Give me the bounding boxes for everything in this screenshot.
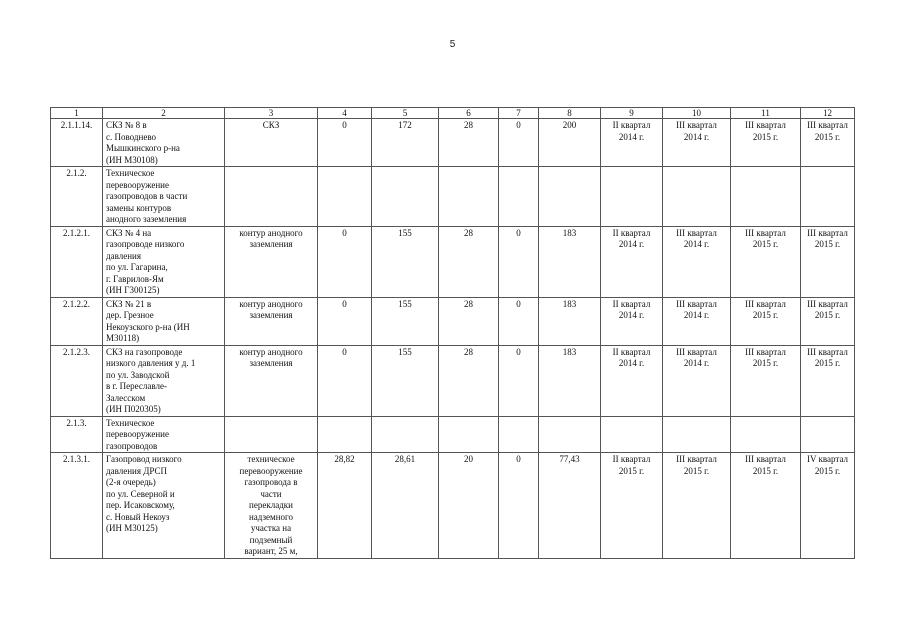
cell-col12: III квартал 2015 г. xyxy=(801,345,855,416)
cell-col8: 183 xyxy=(539,226,601,297)
table-row xyxy=(51,226,855,297)
cell-col9: II квартал 2014 г. xyxy=(601,119,663,167)
cell-col10: III квартал 2015 г. xyxy=(663,453,731,559)
cell-col11: III квартал 2015 г. xyxy=(731,297,801,345)
cell-code: 2.1.2.3. xyxy=(51,345,103,416)
cell-col4 xyxy=(318,416,372,453)
column-header: 12 xyxy=(801,108,855,119)
page-number: 5 xyxy=(449,39,456,50)
column-header: 6 xyxy=(439,108,499,119)
cell-col7: 0 xyxy=(499,119,539,167)
cell-col12 xyxy=(801,167,855,227)
cell-type xyxy=(225,167,318,227)
cell-code: 2.1.1.14. xyxy=(51,119,103,167)
cell-col7: 0 xyxy=(499,345,539,416)
cell-col10: III квартал 2014 г. xyxy=(663,226,731,297)
table-row xyxy=(51,167,855,227)
cell-name: СКЗ № 8 в с. Поводнево Мышкинского р-на (ИН М30108) xyxy=(103,119,225,167)
cell-col10 xyxy=(663,167,731,227)
cell-col12: III квартал 2015 г. xyxy=(801,119,855,167)
table-row xyxy=(51,297,855,345)
cell-col9: II квартал 2014 г. xyxy=(601,226,663,297)
cell-col8 xyxy=(539,416,601,453)
cell-col4 xyxy=(318,167,372,227)
cell-col7 xyxy=(499,167,539,227)
cell-type: техническое перевооружение газопровода в части перекладки надземного участка на подземный вариант, 25 м, xyxy=(225,453,318,559)
column-header: 11 xyxy=(731,108,801,119)
cell-name: СКЗ № 21 в дер. Грезное Некоузского р-на (ИН М30118) xyxy=(103,297,225,345)
column-header: 2 xyxy=(103,108,225,119)
cell-type xyxy=(225,416,318,453)
cell-code: 2.1.2.1. xyxy=(51,226,103,297)
cell-col11 xyxy=(731,416,801,453)
table-body xyxy=(51,119,855,559)
cell-col11: III квартал 2015 г. xyxy=(731,226,801,297)
data-table xyxy=(50,107,855,559)
cell-name: Газопровод низкого давления ДРСП (2-я очередь) по ул. Северной и пер. Исаковскому, с. Новый Некоуз (ИН М30125) xyxy=(103,453,225,559)
cell-col7: 0 xyxy=(499,297,539,345)
cell-type: контур анодного заземления xyxy=(225,297,318,345)
cell-col10 xyxy=(663,416,731,453)
cell-code: 2.1.3.1. xyxy=(51,453,103,559)
cell-col5: 155 xyxy=(372,297,439,345)
cell-col4: 0 xyxy=(318,119,372,167)
cell-col10: III квартал 2014 г. xyxy=(663,297,731,345)
cell-code: 2.1.2. xyxy=(51,167,103,227)
cell-col9: II квартал 2014 г. xyxy=(601,297,663,345)
cell-type: СКЗ xyxy=(225,119,318,167)
cell-name: СКЗ на газопроводе низкого давления у д. 1 по ул. Заводской в г. Переславле- Залесском (ИН П020305) xyxy=(103,345,225,416)
column-header: 7 xyxy=(499,108,539,119)
cell-col4: 0 xyxy=(318,297,372,345)
cell-type: контур анодного заземления xyxy=(225,226,318,297)
table-header xyxy=(51,108,855,119)
cell-col12 xyxy=(801,416,855,453)
column-header: 9 xyxy=(601,108,663,119)
cell-name: СКЗ № 4 на газопроводе низкого давления по ул. Гагарина, г. Гаврилов-Ям (ИН Г300125) xyxy=(103,226,225,297)
cell-name: Техническое перевооружение газопроводов xyxy=(103,416,225,453)
cell-col6: 20 xyxy=(439,453,499,559)
cell-col5: 28,61 xyxy=(372,453,439,559)
cell-name: Техническое перевооружение газопроводов в части замены контуров анодного заземления xyxy=(103,167,225,227)
cell-type: контур анодного заземления xyxy=(225,345,318,416)
cell-col12: IV квартал 2015 г. xyxy=(801,453,855,559)
cell-col8: 200 xyxy=(539,119,601,167)
cell-col5: 155 xyxy=(372,345,439,416)
cell-col4: 28,82 xyxy=(318,453,372,559)
cell-col6: 28 xyxy=(439,297,499,345)
column-header: 8 xyxy=(539,108,601,119)
cell-col11: III квартал 2015 г. xyxy=(731,119,801,167)
column-header: 1 xyxy=(51,108,103,119)
cell-col9: II квартал 2015 г. xyxy=(601,453,663,559)
cell-col8 xyxy=(539,167,601,227)
cell-col7 xyxy=(499,416,539,453)
cell-col10: III квартал 2014 г. xyxy=(663,119,731,167)
cell-col9 xyxy=(601,167,663,227)
cell-col9: II квартал 2014 г. xyxy=(601,345,663,416)
cell-col8: 183 xyxy=(539,297,601,345)
column-header: 5 xyxy=(372,108,439,119)
cell-col8: 77,43 xyxy=(539,453,601,559)
cell-col4: 0 xyxy=(318,345,372,416)
cell-col6 xyxy=(439,416,499,453)
cell-code: 2.1.2.2. xyxy=(51,297,103,345)
cell-col5 xyxy=(372,416,439,453)
header-row xyxy=(51,108,855,119)
cell-col5 xyxy=(372,167,439,227)
cell-col6: 28 xyxy=(439,345,499,416)
table-row xyxy=(51,119,855,167)
cell-col7: 0 xyxy=(499,453,539,559)
cell-col10: III квартал 2014 г. xyxy=(663,345,731,416)
table-row xyxy=(51,453,855,559)
cell-col11: III квартал 2015 г. xyxy=(731,345,801,416)
cell-col4: 0 xyxy=(318,226,372,297)
cell-col5: 155 xyxy=(372,226,439,297)
cell-col11: III квартал 2015 г. xyxy=(731,453,801,559)
cell-col6: 28 xyxy=(439,119,499,167)
column-header: 4 xyxy=(318,108,372,119)
cell-col12: III квартал 2015 г. xyxy=(801,297,855,345)
cell-col9 xyxy=(601,416,663,453)
cell-col8: 183 xyxy=(539,345,601,416)
table-row xyxy=(51,416,855,453)
cell-col6 xyxy=(439,167,499,227)
cell-col7: 0 xyxy=(499,226,539,297)
column-header: 10 xyxy=(663,108,731,119)
cell-col6: 28 xyxy=(439,226,499,297)
cell-col11 xyxy=(731,167,801,227)
cell-code: 2.1.3. xyxy=(51,416,103,453)
cell-col5: 172 xyxy=(372,119,439,167)
table-row xyxy=(51,345,855,416)
cell-col12: III квартал 2015 г. xyxy=(801,226,855,297)
column-header: 3 xyxy=(225,108,318,119)
